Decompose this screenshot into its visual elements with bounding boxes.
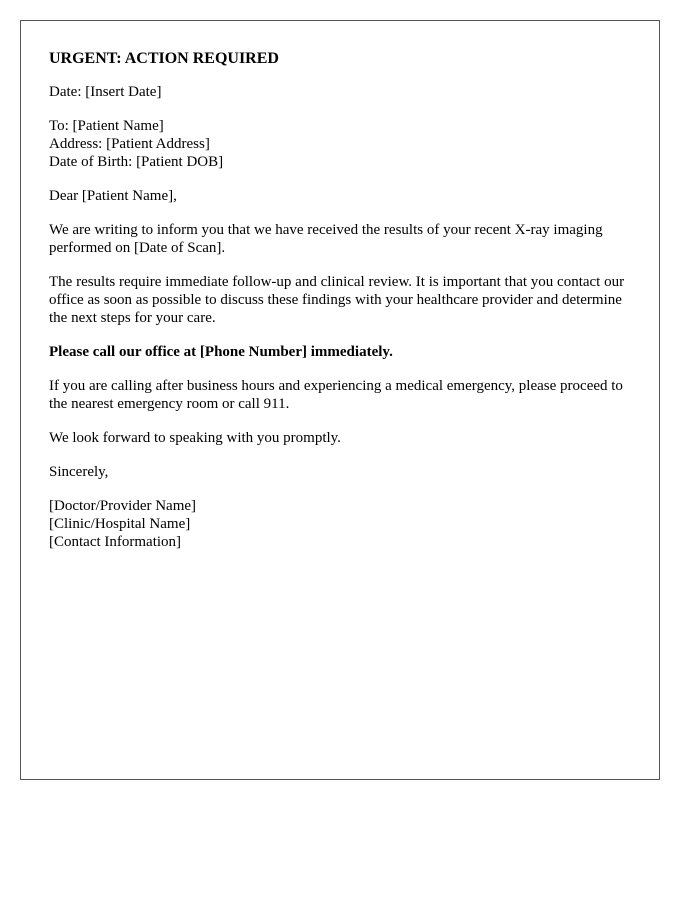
- letter-heading: URGENT: ACTION REQUIRED: [49, 50, 279, 67]
- signature-clinic: [Clinic/Hospital Name]: [49, 516, 191, 532]
- closing: Sincerely,: [49, 464, 109, 480]
- salutation: Dear [Patient Name],: [49, 188, 177, 204]
- signature-contact: [Contact Information]: [49, 534, 182, 550]
- signature-block: [49, 497, 631, 551]
- paragraph-look-forward: We look forward to speaking with you promptly.: [49, 430, 341, 446]
- paragraph-emergency: If you are calling after business hours and experiencing a medical emergency, please proceed to the nearest emergency room or call 911.: [49, 378, 623, 412]
- recipient-dob: Date of Birth: [Patient DOB]: [49, 154, 224, 170]
- call-notice: Please call our office at [Phone Number] immediately.: [49, 344, 393, 360]
- letter-page: [20, 20, 660, 780]
- recipient-block: [49, 117, 631, 171]
- paragraph-follow-up: The results require immediate follow-up and clinical review. It is important that you contact our office as soon as possible to discuss these findings with your healthcare provider and determine the next steps for your care.: [49, 274, 625, 326]
- signature-provider: [Doctor/Provider Name]: [49, 498, 197, 514]
- recipient-address: Address: [Patient Address]: [49, 136, 210, 152]
- date-line: Date: [Insert Date]: [49, 84, 162, 100]
- recipient-name: To: [Patient Name]: [49, 118, 164, 134]
- paragraph-results-received: We are writing to inform you that we have received the results of your recent X-ray imaging performed on [Date of Scan].: [49, 222, 603, 256]
